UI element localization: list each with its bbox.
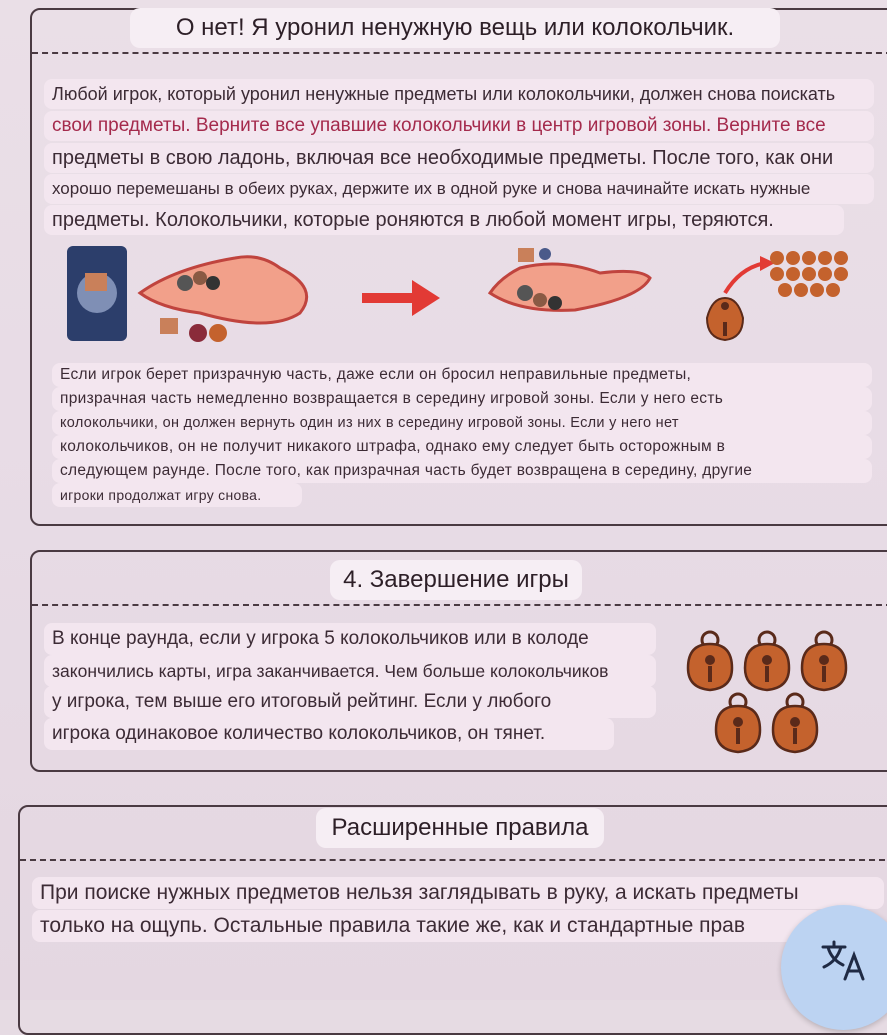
- text-line: призрачная часть немедленно возвращается в середину игровой зоны. Если у него есть: [52, 387, 872, 411]
- section-advanced-title: Расширенные правила: [316, 808, 604, 848]
- text-line: только на ощупь. Остальные правила такие же, как и стандартные прав: [32, 910, 822, 942]
- ghost-card-icon: [67, 246, 127, 341]
- bell-icon: [773, 694, 817, 752]
- five-bells-illustration: [675, 620, 865, 760]
- bell-icon: [716, 694, 760, 752]
- bell-pile-icon: [707, 251, 848, 340]
- section-drop-title: О нет! Я уронил ненужную вещь или колокольчик.: [130, 8, 780, 48]
- translate-icon: [819, 939, 867, 983]
- text-line: предметы в свою ладонь, включая все необходимые предметы. После того, как они: [44, 143, 874, 173]
- section-end-divider: [32, 604, 887, 606]
- section-advanced-divider: [20, 859, 885, 861]
- text-line: В конце раунда, если у игрока 5 колокольчиков или в колоде: [44, 623, 656, 655]
- text-line: у игрока, тем выше его итоговый рейтинг. Если у любого: [44, 686, 656, 718]
- text-line: предметы. Колокольчики, которые роняются в любой момент игры, теряются.: [44, 205, 844, 235]
- text-line: игроки продолжат игру снова.: [52, 483, 302, 507]
- text-line: хорошо перемешаны в обеих руках, держите их в одной руке и снова начинайте искать нужные: [44, 174, 874, 204]
- text-line: При поиске нужных предметов нельзя заглядывать в руку, а искать предметы: [32, 877, 884, 909]
- text-line: колокольчиков, он не получит никакого штрафа, однако ему следует быть осторожным в: [52, 435, 872, 459]
- section-drop-divider: [32, 52, 887, 54]
- text-line: колокольчики, он должен вернуть один из них в середину игровой зоны. Если у него нет: [52, 411, 872, 435]
- text-line: свои предметы. Верните все упавшие колокольчики в центр игровой зоны. Верните все: [44, 111, 874, 141]
- text-line: игрока одинаковое количество колокольчиков, он тянет.: [44, 718, 614, 750]
- bell-icon: [745, 632, 789, 690]
- drop-illustration: [0, 238, 887, 363]
- text-line: Любой игрок, который уронил ненужные предметы или колокольчики, должен снова поискать: [44, 79, 874, 109]
- bell-icon: [802, 632, 846, 690]
- text-line: следующем раунде. После того, как призрачная часть будет возвращена в середину, другие: [52, 459, 872, 483]
- arrow-right-icon: [362, 280, 440, 316]
- bell-icon: [688, 632, 732, 690]
- section-end-title: 4. Завершение игры: [330, 560, 582, 600]
- hand-right-icon: [490, 248, 650, 310]
- hand-left-icon: [140, 257, 307, 342]
- text-line: Если игрок берет призрачную часть, даже если он бросил неправильные предметы,: [52, 363, 872, 387]
- text-line: закончились карты, игра заканчивается. Чем больше колокольчиков: [44, 655, 656, 687]
